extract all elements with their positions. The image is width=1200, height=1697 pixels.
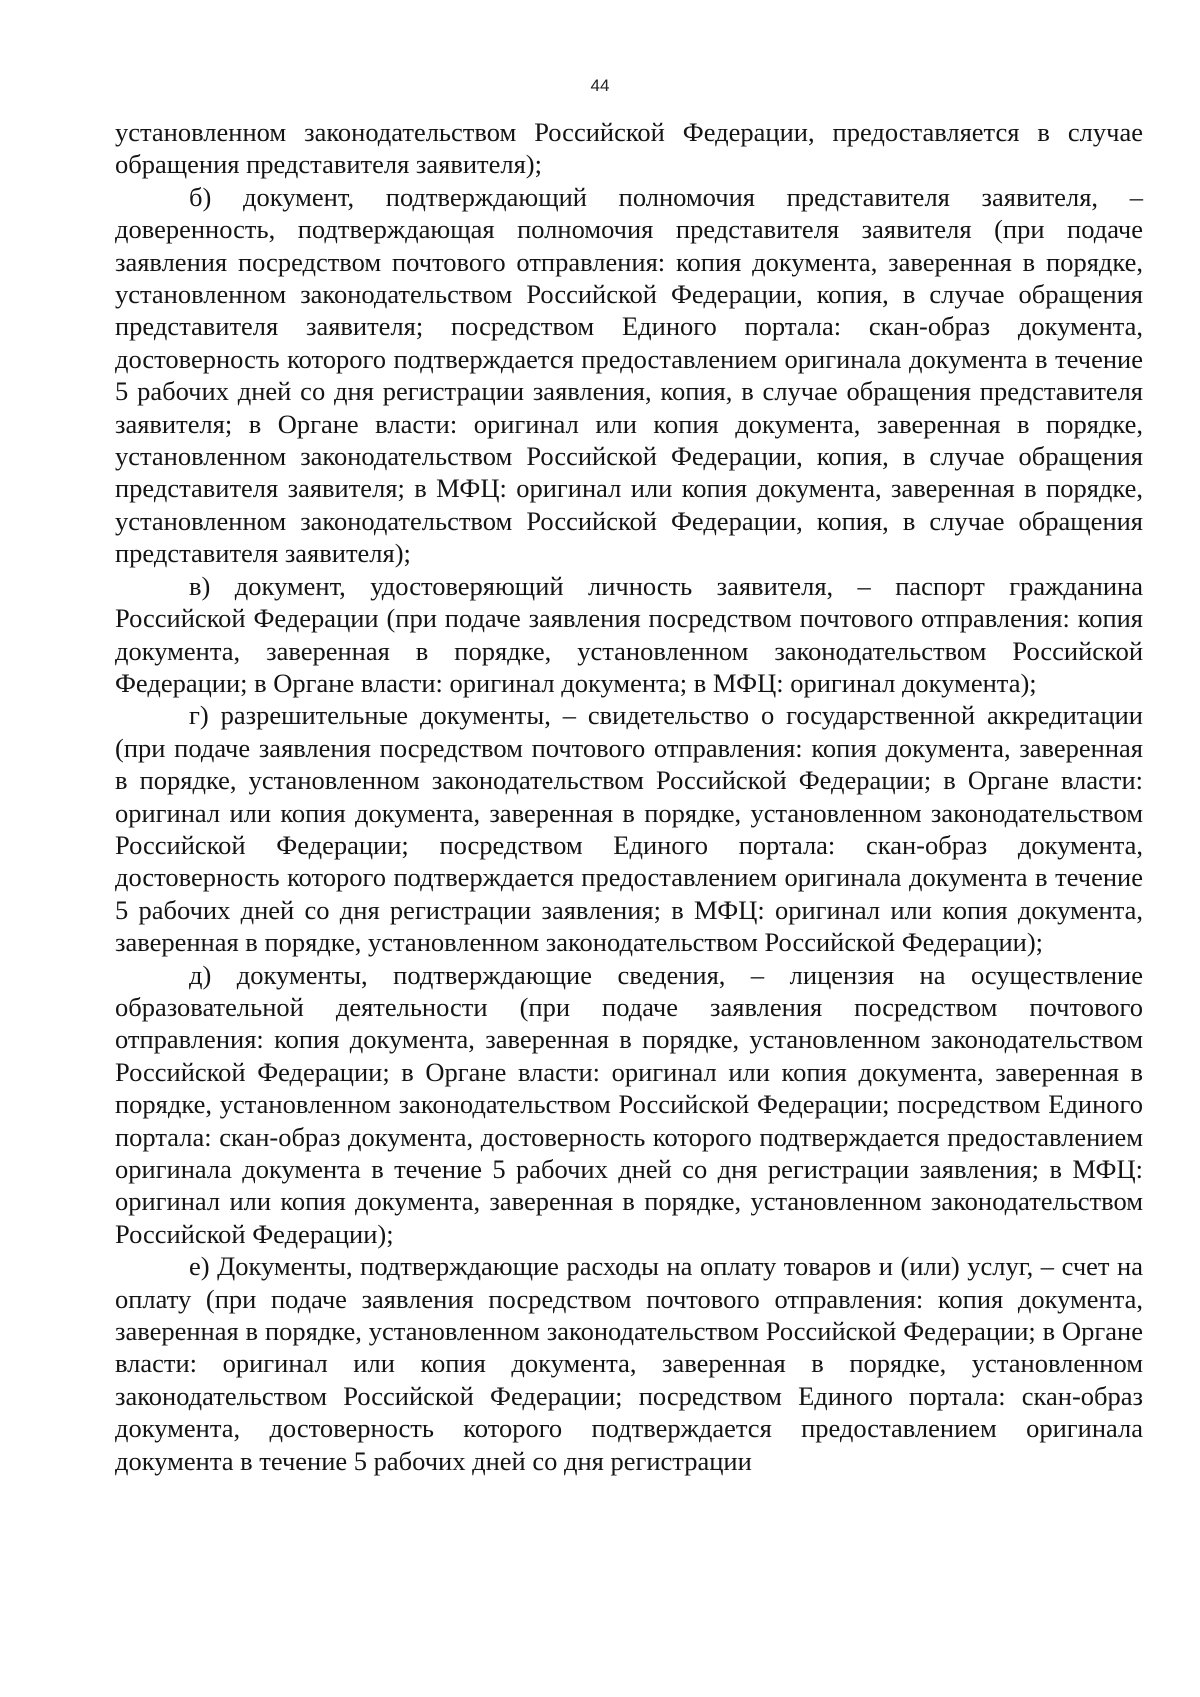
paragraph-g-permit-documents: г) разрешительные документы, – свидетельство о государственной аккредитации (при подаче заявления посредством почтового отправления: копия документа, заверенная в порядке, установленном законодательством Российской Федерации; в Органе власти: оригинал или копия документа, заверенная в порядке, установленном законодательством Российской Федерации; посредством Единого портала: скан-образ документа, достоверность которого подтверждается предоставлением оригинала документа в течение 5 рабочих дней со дня регистрации заявления; в МФЦ: оригинал или копия документа, заверенная в порядке, установленном законодательством Российской Федерации); — [115, 700, 1143, 958]
paragraph-d-license-documents: д) документы, подтверждающие сведения, – лицензия на осуществление образовательной деятельности (при подаче заявления посредством почтового отправления: копия документа, заверенная в порядке, установленном законодательством Российской Федерации; в Органе власти: оригинал или копия документа, заверенная в порядке, установленном законодательством Российской Федерации; посредством Единого портала: скан-образ документа, достоверность которого подтверждается предоставлением оригинала документа в течение 5 рабочих дней со дня регистрации заявления; в МФЦ: оригинал или копия документа, заверенная в порядке, установленном законодательством Российской Федерации); — [115, 959, 1143, 1249]
paragraph-continued: установленном законодательством Российской Федерации, предоставляется в случае обращения представителя заявителя); — [115, 117, 1143, 180]
paragraph-b-representative-authority: б) документ, подтверждающий полномочия представителя заявителя, – доверенность, подтверждающая полномочия представителя заявителя (при подаче заявления посредством почтового отправления: копия документа, заверенная в порядке, установленном законодательством Российской Федерации, копия, в случае обращения представителя заявителя; посредством Единого портала: скан-образ документа, достоверность которого подтверждается предоставлением оригинала документа в течение 5 рабочих дней со дня регистрации заявления, копия, в случае обращения представителя заявителя; в Органе власти: оригинал или копия документа, заверенная в порядке, установленном законодательством Российской Федерации, копия, в случае обращения представителя заявителя; в МФЦ: оригинал или копия документа, заверенная в порядке, установленном законодательством Российской Федерации, копия, в случае обращения представителя заявителя); — [115, 181, 1143, 569]
document-body — [115, 116, 1143, 1477]
page-number: 44 — [590, 76, 610, 95]
paragraph-v-identity-document: в) документ, удостоверяющий личность заявителя, – паспорт гражданина Российской Федерации (при подаче заявления посредством почтового отправления: копия документа, заверенная в порядке, установленном законодательством Российской Федерации; в Органе власти: оригинал документа; в МФЦ: оригинал документа); — [115, 570, 1143, 698]
paragraph-e-expense-documents: е) Документы, подтверждающие расходы на оплату товаров и (или) услуг, – счет на оплату (при подаче заявления посредством почтового отправления: копия документа, заверенная в порядке, установленном законодательством Российской Федерации; в Органе власти: оригинал или копия документа, заверенная в порядке, установленном законодательством Российской Федерации; посредством Единого портала: скан-образ документа, достоверность которого подтверждается предоставлением оригинала документа в течение 5 рабочих дней со дня регистрации — [115, 1251, 1143, 1476]
